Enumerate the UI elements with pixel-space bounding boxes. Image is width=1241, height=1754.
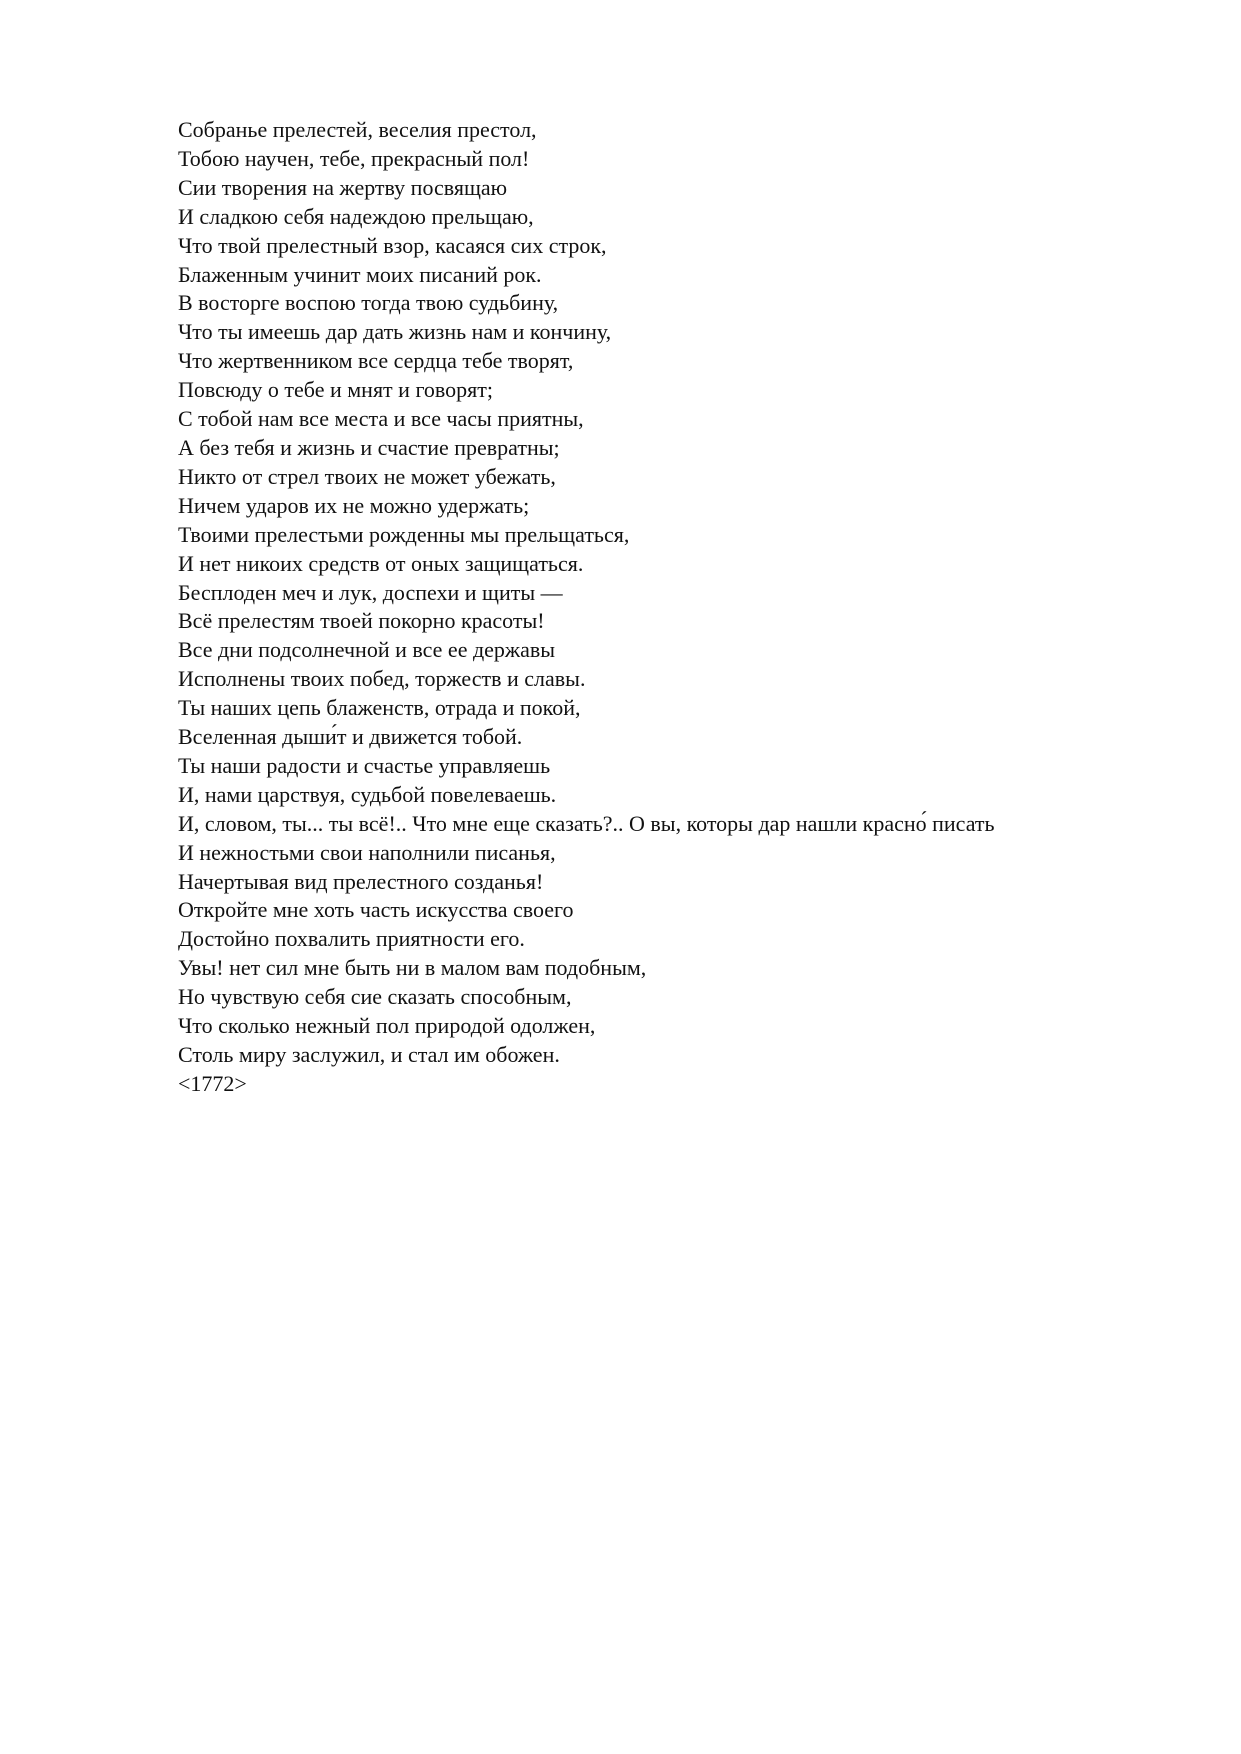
poem-line: В восторге воспою тогда твою судьбину, xyxy=(178,290,559,316)
poem-line: Начертывая вид прелестного созданья! xyxy=(178,868,544,894)
poem-line: Сии творения на жертву посвящаю xyxy=(178,174,508,200)
poem-line: Твоими прелестьми рожденны мы прельщаться, xyxy=(178,521,630,547)
poem-line: И, словом, ты... ты всё!.. Что мне еще сказать?.. О вы, которы дар нашли красно́ писать xyxy=(178,810,995,836)
poem-line: Ты наших цепь блаженств, отрада и покой, xyxy=(178,695,581,721)
poem-line: Собранье прелестей, веселия престол, xyxy=(178,117,537,142)
poem-date: <1772> xyxy=(178,1070,247,1096)
poem-line: И нет никоих средств от оных защищаться. xyxy=(178,550,584,576)
poem-line: Но чувствую себя сие сказать способным, xyxy=(178,984,572,1010)
poem-line: Что твой прелестный взор, касаяся сих строк, xyxy=(178,232,607,258)
poem-line: Что ты имеешь дар дать жизнь нам и кончину, xyxy=(178,319,612,345)
poem-line: Столь миру заслужил, и стал им обожен. xyxy=(178,1042,560,1067)
poem-line: Никто от стрел твоих не может убежать, xyxy=(178,463,556,489)
poem-line: Бесплоден меч и лук, доспехи и щиты — xyxy=(178,579,563,605)
poem-line: Тобою научен, тебе, прекрасный пол! xyxy=(178,145,530,171)
poem-line: И, нами царствуя, судьбой повелеваешь. xyxy=(178,781,557,807)
poem-line: Все дни подсолнечной и все ее державы xyxy=(178,637,556,663)
poem-line: Вселенная дыши́т и движется тобой. xyxy=(178,724,523,750)
poem-line: Всё прелестям твоей покорно красоты! xyxy=(178,608,545,634)
poem-line: И нежностьми свои наполнили писанья, xyxy=(178,839,556,865)
poem-line: Откройте мне хоть часть искусства своего xyxy=(178,897,574,923)
poem-line: Исполнены твоих побед, торжеств и славы. xyxy=(178,666,586,692)
poem-line: Ничем ударов их не можно удержать; xyxy=(178,492,530,518)
poem-line: Что сколько нежный пол природой одолжен, xyxy=(178,1013,596,1039)
poem-line: Что жертвенником все сердца тебе творят, xyxy=(178,348,574,374)
poem-text xyxy=(178,116,995,1099)
poem-line: Ты наши радости и счастье управляешь xyxy=(178,752,551,778)
poem-line: А без тебя и жизнь и счастие превратны; xyxy=(178,434,560,460)
poem-line: С тобой нам все места и все часы приятны, xyxy=(178,406,584,432)
poem-line: Увы! нет сил мне быть ни в малом вам подобным, xyxy=(178,955,647,981)
poem-line: Повсюду о тебе и мнят и говорят; xyxy=(178,377,494,403)
poem-line: И сладкою себя надеждою прельщаю, xyxy=(178,203,534,229)
poem-line: Блаженным учинит моих писаний рок. xyxy=(178,261,542,287)
poem-line: Достойно похвалить приятности его. xyxy=(178,926,525,952)
